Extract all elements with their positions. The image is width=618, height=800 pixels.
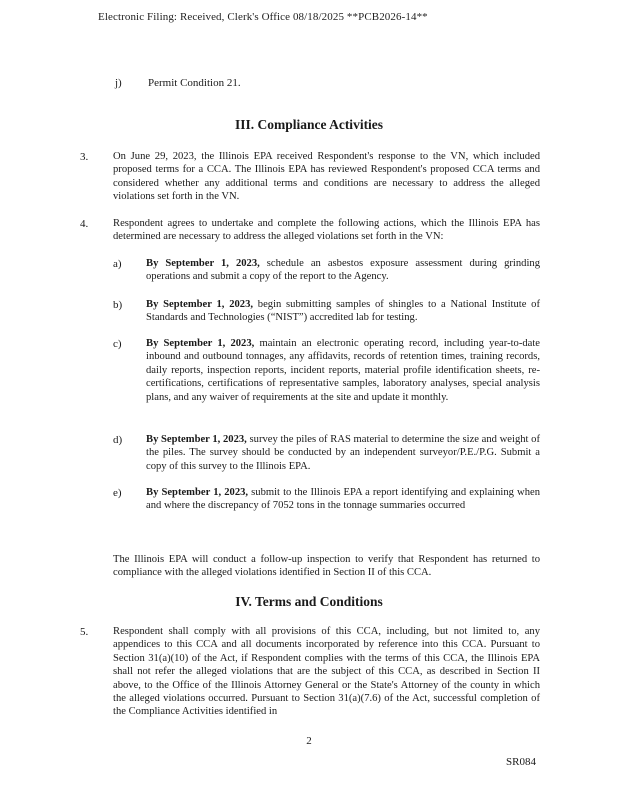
action-e-date: By September 1, 2023, bbox=[146, 487, 249, 498]
action-e bbox=[146, 486, 540, 513]
page-number: 2 bbox=[306, 735, 312, 747]
action-a-text: schedule an asbestos exposure assessment during grinding operations and submit a copy of the report to the Agency. bbox=[146, 258, 540, 283]
action-b bbox=[146, 298, 540, 325]
action-d-text: survey the piles of RAS material to determine the size and weight of the piles. The survey should be conducted by an independent surveyor/P.E./P.G. Submit a copy of this survey to the Illinois EPA. bbox=[146, 434, 540, 472]
action-d-date: By September 1, 2023, bbox=[146, 434, 247, 445]
paragraph-5: Respondent shall comply with all provisions of this CCA, including, but not limited to, any appendices to this CCA and all documents incorporated by reference into this CCA. Pursuant to Section 31(a)(10) of the Act, if Respondent complies with the terms of this CCA, the Illinois EPA shall not refer the alleged violations that are the subject of this CCA, as described in Section II above, to the Office of the Illinois Attorney General or the State's Attorney of the county in which the alleged violations occurred. Pursuant to Section 31(a)(7.6) of the Act, successful completion of the Compliance Activities identified in bbox=[113, 626, 540, 718]
action-b-letter: b) bbox=[113, 299, 123, 311]
action-c-letter: c) bbox=[113, 338, 122, 350]
item-j-letter: j) bbox=[115, 77, 122, 89]
action-d-letter: d) bbox=[113, 434, 123, 446]
action-c-text: maintain an electronic operating record, including year-to-date inbound and outbound tonnages, any affidavits, records of retention times, training records, daily reports, inspection reports, incident reports, material profile identification sheets, re-certifications, certifications of representative samples, laboratory analyses, special analysis plans, and any waiver of requirements at the site and update it monthly. bbox=[146, 338, 541, 403]
paragraph-3: On June 29, 2023, the Illinois EPA received Respondent's response to the VN, which included proposed terms for a CCA. The Illinois EPA has reviewed Respondent's proposed CCA terms and considered whether any additional terms and conditions are necessary to address the alleged violations set forth in the VN. bbox=[113, 151, 540, 203]
paragraph-4: Respondent agrees to undertake and complete the following actions, which the Illinois EPA has determined are necessary to address the alleged violations set forth in the VN: bbox=[113, 218, 540, 243]
section-heading-compliance: III. Compliance Activities bbox=[234, 117, 384, 132]
action-c-date: By September 1, 2023, bbox=[146, 338, 255, 349]
action-c bbox=[146, 337, 540, 404]
action-b-text: begin submitting samples of shingles to a National Institute of Standards and Technologies (“NIST”) accredited lab for testing. bbox=[146, 299, 540, 324]
action-d bbox=[146, 433, 540, 473]
action-e-text: submit to the Illinois EPA a report identifying and explaining when and where the discrepancy of 7052 tons in the tonnage summaries occurred bbox=[146, 487, 540, 512]
filing-stamp: Electronic Filing: Received, Clerk's Office 08/18/2025 **PCB2026-14** bbox=[98, 11, 428, 23]
paragraph-4-number: 4. bbox=[80, 218, 89, 230]
action-a-date: By September 1, 2023, bbox=[146, 258, 260, 269]
action-a bbox=[146, 257, 540, 284]
item-j-text: Permit Condition 21. bbox=[148, 77, 241, 89]
paragraph-5-number: 5. bbox=[80, 626, 89, 638]
followup-paragraph: The Illinois EPA will conduct a follow-up inspection to verify that Respondent has returned to compliance with the alleged violations identified in Section II of this CCA. bbox=[113, 554, 540, 579]
action-a-letter: a) bbox=[113, 258, 122, 270]
bates-number: SR084 bbox=[506, 756, 536, 768]
action-b-date: By September 1, 2023, bbox=[146, 299, 254, 310]
action-e-letter: e) bbox=[113, 487, 122, 499]
paragraph-3-number: 3. bbox=[80, 151, 89, 163]
section-heading-terms: IV. Terms and Conditions bbox=[235, 594, 383, 609]
